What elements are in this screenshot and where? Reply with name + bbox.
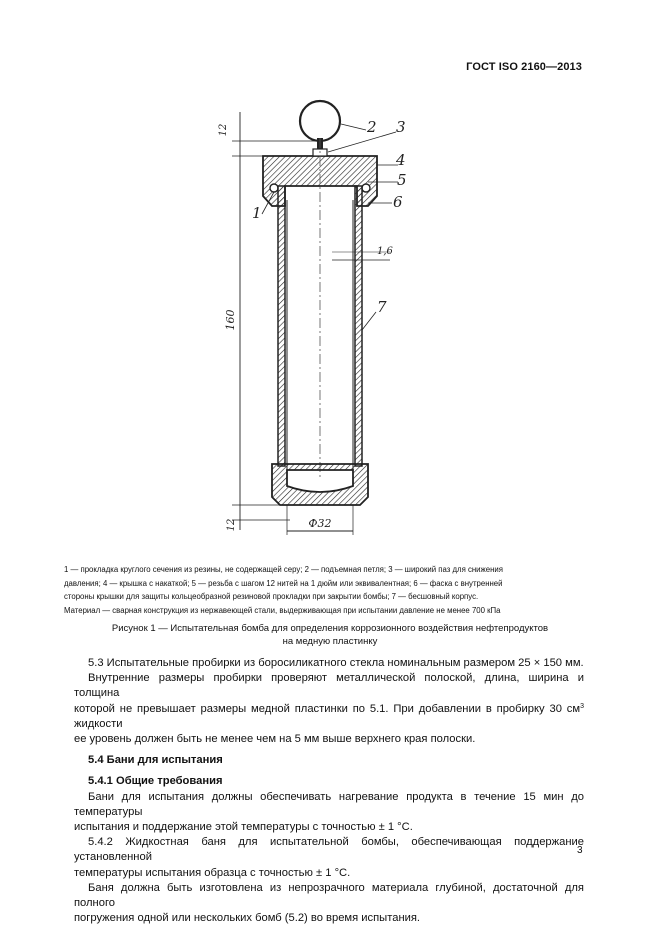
leader-3: [328, 132, 396, 152]
leader-7: [362, 312, 376, 330]
subsection-heading-5-4-1: 5.4.1 Общие требования: [88, 775, 223, 788]
paragraph-line: Баня должна быть изготовлена из непрозрачного материала глубиной, достаточной для полного: [74, 881, 584, 910]
caption-line: Рисунок 1 — Испытательная бомба для определения коррозионного воздействия нефтепродуктов: [111, 623, 549, 634]
paragraph-line: 5.4.2 Жидкостная баня для испытательной бомбы, обеспечивающая поддержание установленной: [74, 836, 584, 864]
legend-line: 1 — прокладка круглого сечения из резины, не содержащей серу; 2 — подъемная петля; 3 — широкий паз для снижения: [64, 565, 503, 574]
paragraph-line: испытания и поддержание этой температуры с точностью ± 1 °С.: [74, 821, 413, 834]
bottom: [272, 464, 368, 505]
legend-line: стороны крышки для защиты кольцеобразной резиновой прокладки при закрытии бомбы; 7 — бесшовный корпус.: [64, 592, 479, 602]
dim-diameter: Ф32: [308, 517, 332, 530]
legend-material-line: Материал — сварная конструкция из нержавеющей стали, выдерживающая при испытании давление не менее 700 кПа: [64, 605, 501, 615]
o-ring-right: [362, 184, 370, 192]
paragraph-line: Внутренние размеры пробирки проверяют металлической полоской, длина, ширина и толщина: [74, 672, 584, 700]
body-wall-left: [278, 186, 285, 466]
part-label-5: 5: [397, 171, 407, 189]
test-bomb-drawing: [215, 90, 415, 550]
dim-wall: 1,6: [377, 246, 393, 257]
figure-legend: [64, 563, 600, 617]
part-label-6: 6: [393, 193, 403, 211]
lifting-loop: [300, 101, 340, 141]
page-number: 3: [577, 845, 583, 856]
paragraph-line: температуры испытания образца с точностью ± 1 °С.: [74, 866, 351, 879]
paragraph-line: ее уровень должен быть не менее чем на 5 мм выше верхнего края полоски.: [74, 733, 476, 746]
dim-top-gap: 12: [218, 123, 229, 137]
caption-line: на медную пластинку: [282, 636, 378, 647]
part-label-3: 3: [396, 118, 406, 136]
body-text: [74, 656, 584, 926]
dim-bottom-gap: 12: [226, 518, 237, 532]
paragraph-line: Бани для испытания должны обеспечивать нагревание продукта в течение 15 мин до температуры: [74, 790, 584, 818]
part-label-2: 2: [367, 118, 377, 136]
legend-line: давления; 4 — крышка с накаткой; 5 — резьба с шагом 12 нитей на 1 дюйм или эквивалентная; 6 — фаска с внутренней: [64, 578, 503, 588]
body-wall-right: [355, 186, 362, 466]
document-standard-id: ГОСТ ISO 2160—2013: [466, 61, 582, 73]
paragraph-line: погружения одной или нескольких бомб (5.2) во время испытания.: [74, 912, 421, 925]
part-label-4: 4: [396, 151, 406, 169]
part-label-1: 1: [252, 204, 262, 222]
part-label-7: 7: [377, 298, 387, 316]
o-ring-left: [270, 184, 278, 192]
paragraph-line: которой не превышает размеры медной пластинки по 5.1. При добавлении в пробирку 30 $см^3$ жидкости: [74, 702, 584, 730]
dim-height: 160: [224, 309, 237, 331]
figure-caption: [60, 622, 600, 648]
paragraph-5-3: 5.3 Испытательные пробирки из боросиликатного стекла номинальным размером 25 × 150 мм.: [88, 657, 584, 669]
section-heading-5-4: 5.4 Бани для испытания: [88, 754, 223, 767]
leader-2: [341, 124, 366, 130]
